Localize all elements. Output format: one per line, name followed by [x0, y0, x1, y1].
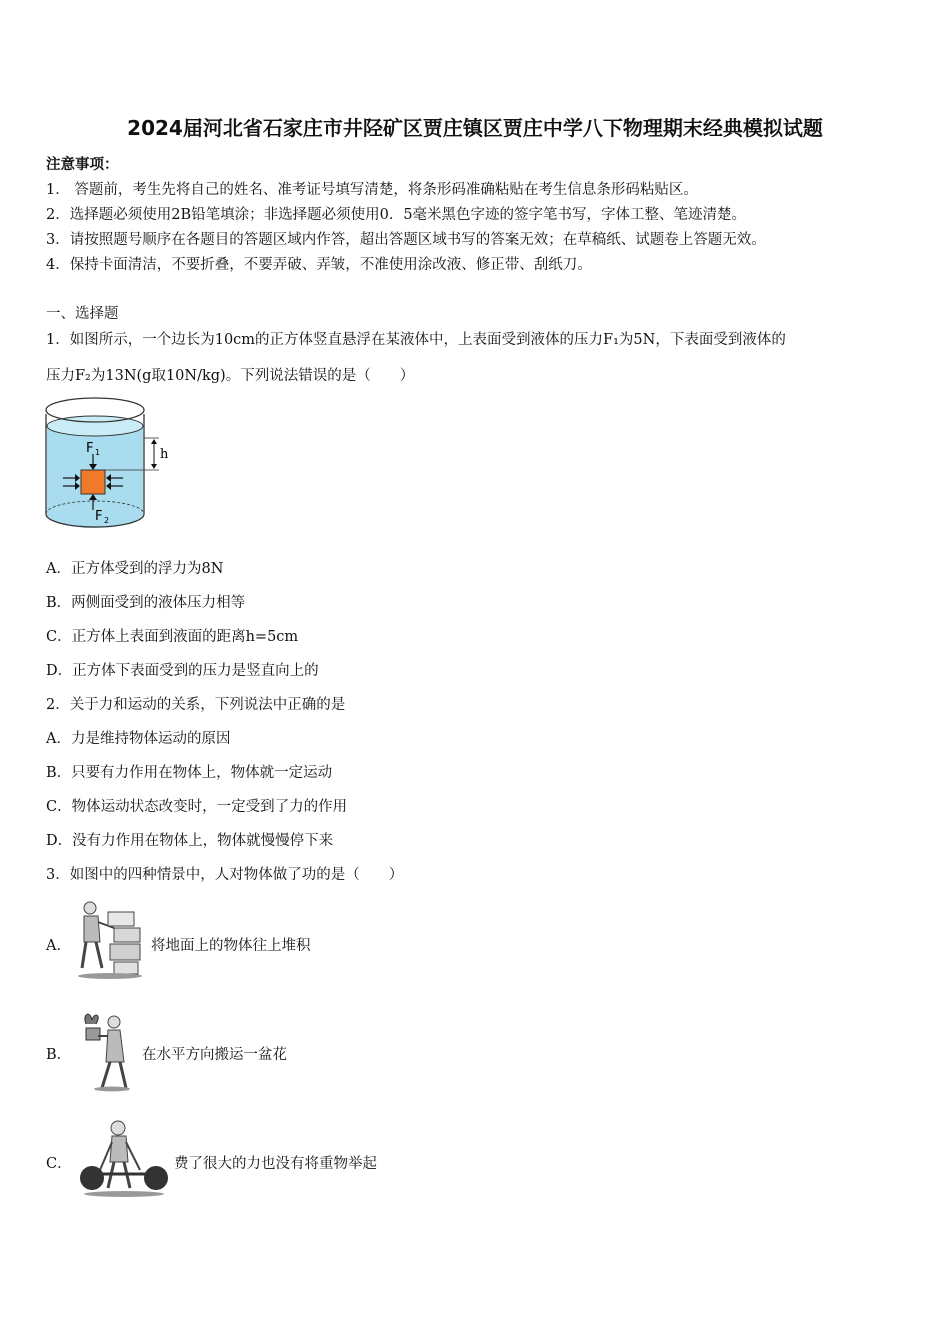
label-f1-sub: 1 [95, 448, 101, 457]
carrying-flower-pot-illustration [76, 1010, 132, 1092]
q1-stem-line1: 1．如图所示，一个边长为10cm的正方体竖直悬浮在某液体中，上表面受到液体的压力F₁为5N，下表面受到液体的 [46, 332, 786, 348]
label-f2: F [95, 509, 103, 524]
notice-heading: 注意事项： [46, 156, 119, 173]
q1-option-a: A．正方体受到的浮力为8N [46, 561, 224, 577]
q3-option-a-letter: A． [46, 938, 71, 954]
page-title: 2024届河北省石家庄市井陉矿区贾庄镇区贾庄中学八下物理期末经典模拟试题 [127, 116, 823, 140]
lifting-weight-illustration [78, 1114, 170, 1200]
q3-option-b-letter: B． [46, 1047, 72, 1063]
q3-option-c-text: 费了很大的力也没有将重物举起 [174, 1156, 377, 1172]
q2-option-a: A．力是维持物体运动的原因 [46, 731, 231, 747]
q1-option-c: C．正方体上表面到液面的距离h=5cm [46, 629, 299, 645]
q3-option-b-text: 在水平方向搬运一盆花 [142, 1047, 287, 1063]
section-heading: 一、选择题 [46, 306, 119, 322]
cube [81, 470, 105, 494]
notice-item-4: 4．保持卡面清洁，不要折叠，不要弄破、弄皱，不准使用涂改液、修正带、刮纸刀。 [46, 257, 592, 273]
q3-option-a-text: 将地面上的物体往上堆积 [151, 938, 311, 954]
q1-option-d: D．正方体下表面受到的压力是竖直向上的 [46, 663, 319, 679]
notice-item-1: 1． 答题前，考生先将自己的姓名、准考证号填写清楚，将条形码准确粘贴在考生信息条形码粘贴区。 [46, 182, 698, 198]
q3-stem: 3．如图中的四种情景中，人对物体做了功的是（ ） [46, 867, 404, 883]
label-f2-sub: 2 [104, 516, 110, 525]
stacking-boxes-illustration [74, 898, 148, 980]
q2-option-b: B．只要有力作用在物体上，物体就一定运动 [46, 765, 333, 781]
q2-option-c: C．物体运动状态改变时，一定受到了力的作用 [46, 799, 348, 815]
q1-stem-line2: 压力F₂为13N(g取10N/kg)。下列说法错误的是（ ） [46, 368, 415, 384]
q1-option-b: B．两侧面受到的液体压力相等 [46, 595, 246, 611]
q2-stem: 2．关于力和运动的关系，下列说法中正确的是 [46, 697, 346, 713]
q1-figure [44, 396, 184, 544]
q2-option-d: D．没有力作用在物体上，物体就慢慢停下来 [46, 833, 334, 849]
notice-item-2: 2．选择题必须使用2B铅笔填涂；非选择题必须使用0．5毫米黑色字迹的签字笔书写，字体工整、笔迹清楚。 [46, 207, 747, 223]
notice-item-3: 3．请按照题号顺序在各题目的答题区域内作答，超出答题区域书写的答案无效；在草稿纸、试题卷上答题无效。 [46, 232, 766, 248]
label-h: h [160, 447, 169, 462]
label-f1: F [86, 441, 94, 456]
q3-option-c-letter: C． [46, 1156, 72, 1172]
